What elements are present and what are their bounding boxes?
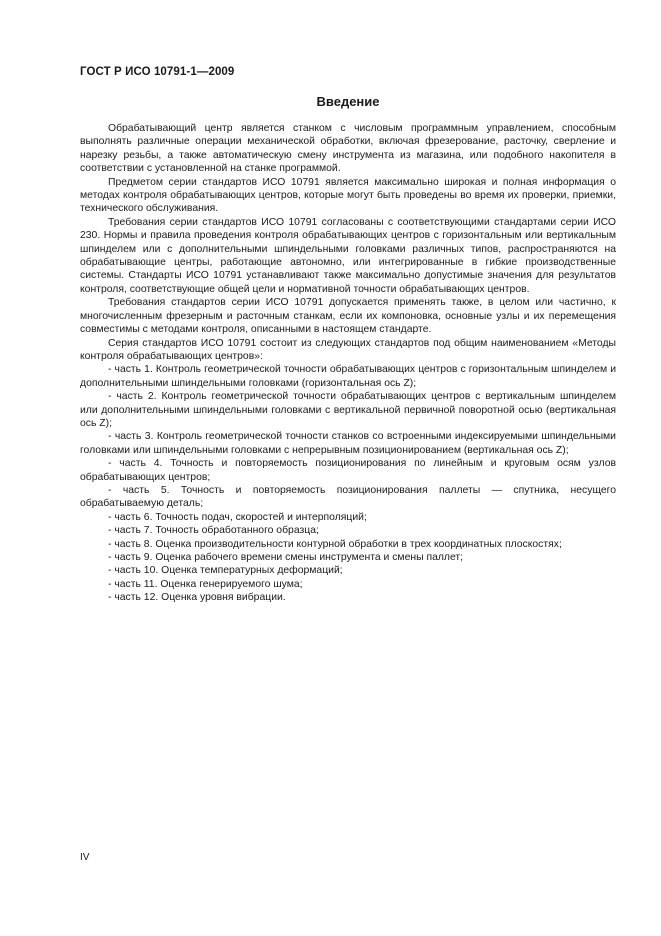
parts-list — [80, 363, 616, 604]
section-title: Введение — [316, 94, 380, 109]
paragraph: Требования стандартов серии ИСО 10791 допускается применять также, в целом или частично, к многочисленным фрезерным и расточным станкам, если их компоновка, основные узлы и их перемещения совместимы с методами контроля, описанными в настоящем стандарте. — [80, 297, 616, 336]
list-item: - часть 11. Оценка генерируемого шума; — [108, 578, 303, 590]
paragraph: Серия стандартов ИСО 10791 состоит из следующих стандартов под общим наименованием «Методы контроля обрабатывающих центров»: — [80, 337, 616, 362]
introduction-body — [80, 122, 616, 605]
list-item: - часть 5. Точность и повторяемость позиционирования паллеты — спутника, несущего обрабатываемую деталь; — [80, 484, 616, 510]
standard-header: ГОСТ Р ИСО 10791-1—2009 — [80, 66, 235, 78]
paragraph: Предметом серии стандартов ИСО 10791 является максимально широкая и полная информация о методах контроля обрабатывающих центров, которые могут быть проведены во время их проверки, приемки, технического обслуживания. — [80, 176, 616, 215]
list-item: - часть 4. Точность и повторяемость позиционирования по линейным и круговым осям узлов обрабатывающих центров; — [80, 458, 616, 483]
list-item: - часть 7. Точность обработанного образца; — [108, 525, 319, 537]
list-item: - часть 10. Оценка температурных деформаций; — [108, 565, 343, 577]
list-item: - часть 8. Оценка производительности контурной обработки в трех координатных плоскостях; — [108, 538, 562, 550]
paragraph: Обрабатывающий центр является станком с числовым программным управлением, способным выполнять различные операции механической обработки, включая фрезерование, расточку, сверление и нарезку резьбы, а также автоматическую смену инструмента из магазина, или подобного накопителя в соответствии с установленной на станке программой. — [80, 123, 616, 175]
list-item: - часть 6. Точность подач, скоростей и интерполяций; — [108, 511, 367, 523]
list-item: - часть 3. Контроль геометрической точности станков со встроенными индексируемыми шпиндельными головками или шпиндельными головками с непрерывным позиционированием (вертикальная ось Z); — [80, 431, 616, 456]
page-number: IV — [80, 852, 90, 863]
list-item: - часть 9. Оценка рабочего времени смены инструмента и смены паллет; — [108, 552, 464, 563]
paragraph: Требования серии стандартов ИСО 10791 согласованы с соответствующими стандартами серии ИСО 230. Нормы и правила проведения контроля обрабатывающих центров с горизонтальным или вертикальным шпинделем или с дополнительными шпиндельными головками различных типов, распространяются на обрабатывающие центры, работающие автономно, или интегрированные в гибкие производственные системы. Стандарты ИСО 10791 устанавливают также максимально допустимые значения для результатов контроля, соответствующие общей цели и нормативной точности обрабатывающих центров. — [80, 216, 616, 295]
list-item: - часть 2. Контроль геометрической точности обрабатывающих центров с вертикальным шпинделем или дополнительными шпиндельными головками с вертикальной первичной поворотной осью (вертикальная ось Z); — [80, 391, 616, 429]
list-item: - часть 12. Оценка уровня вибрации. — [108, 592, 286, 604]
list-item: - часть 1. Контроль геометрической точности обрабатывающих центров с горизонтальным шпинделем и дополнительными шпиндельными головками (горизонтальная ось Z); — [80, 364, 616, 389]
